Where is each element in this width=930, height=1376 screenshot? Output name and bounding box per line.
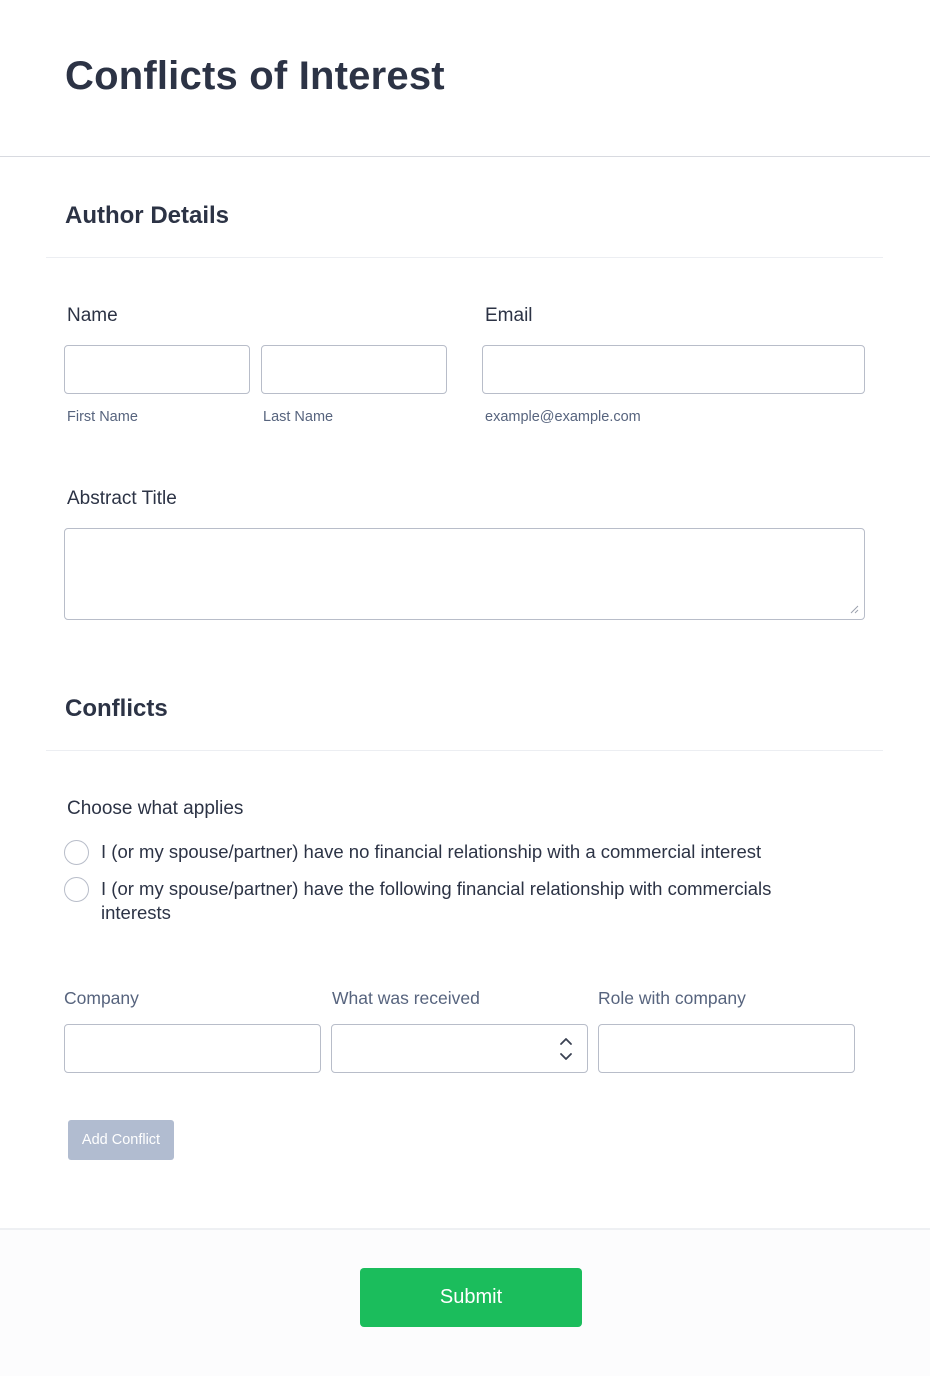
title-divider [0, 156, 930, 157]
resize-grip-icon[interactable] [849, 604, 859, 614]
abstract-title-label: Abstract Title [67, 488, 177, 509]
email-input[interactable] [482, 345, 865, 394]
radio-option-label: I (or my spouse/partner) have no financial relationship with a commercial interest [101, 841, 762, 862]
radio-option-has-relationship[interactable] [64, 877, 841, 925]
company-column-label: Company [64, 988, 139, 1008]
role-input[interactable] [598, 1024, 855, 1073]
chevron-up-down-icon [559, 1035, 573, 1063]
submit-button[interactable]: Submit [360, 1268, 582, 1327]
first-name-input[interactable] [64, 345, 250, 394]
last-name-input[interactable] [261, 345, 447, 394]
first-name-sublabel: First Name [67, 409, 138, 425]
radio-button[interactable] [64, 840, 89, 865]
email-sublabel: example@example.com [485, 409, 641, 425]
radio-option-label: I (or my spouse/partner) have the following financial relationship with commercials interests [101, 878, 772, 923]
radio-option-no-relationship[interactable] [64, 840, 841, 865]
received-column-label: What was received [332, 988, 480, 1008]
conflicts-section-divider [46, 750, 883, 751]
author-section-divider [46, 257, 883, 258]
email-label: Email [485, 305, 533, 326]
choose-what-applies-label: Choose what applies [67, 798, 244, 819]
conflicts-heading: Conflicts [65, 695, 168, 722]
company-input[interactable] [64, 1024, 321, 1073]
add-conflict-button[interactable]: Add Conflict [68, 1120, 174, 1160]
radio-button[interactable] [64, 877, 89, 902]
what-received-select[interactable] [331, 1024, 588, 1073]
role-column-label: Role with company [598, 988, 746, 1008]
page-title: Conflicts of Interest [65, 54, 445, 98]
abstract-title-textarea[interactable] [64, 528, 865, 620]
last-name-sublabel: Last Name [263, 409, 334, 425]
author-details-heading: Author Details [65, 202, 230, 229]
name-label: Name [67, 305, 118, 326]
